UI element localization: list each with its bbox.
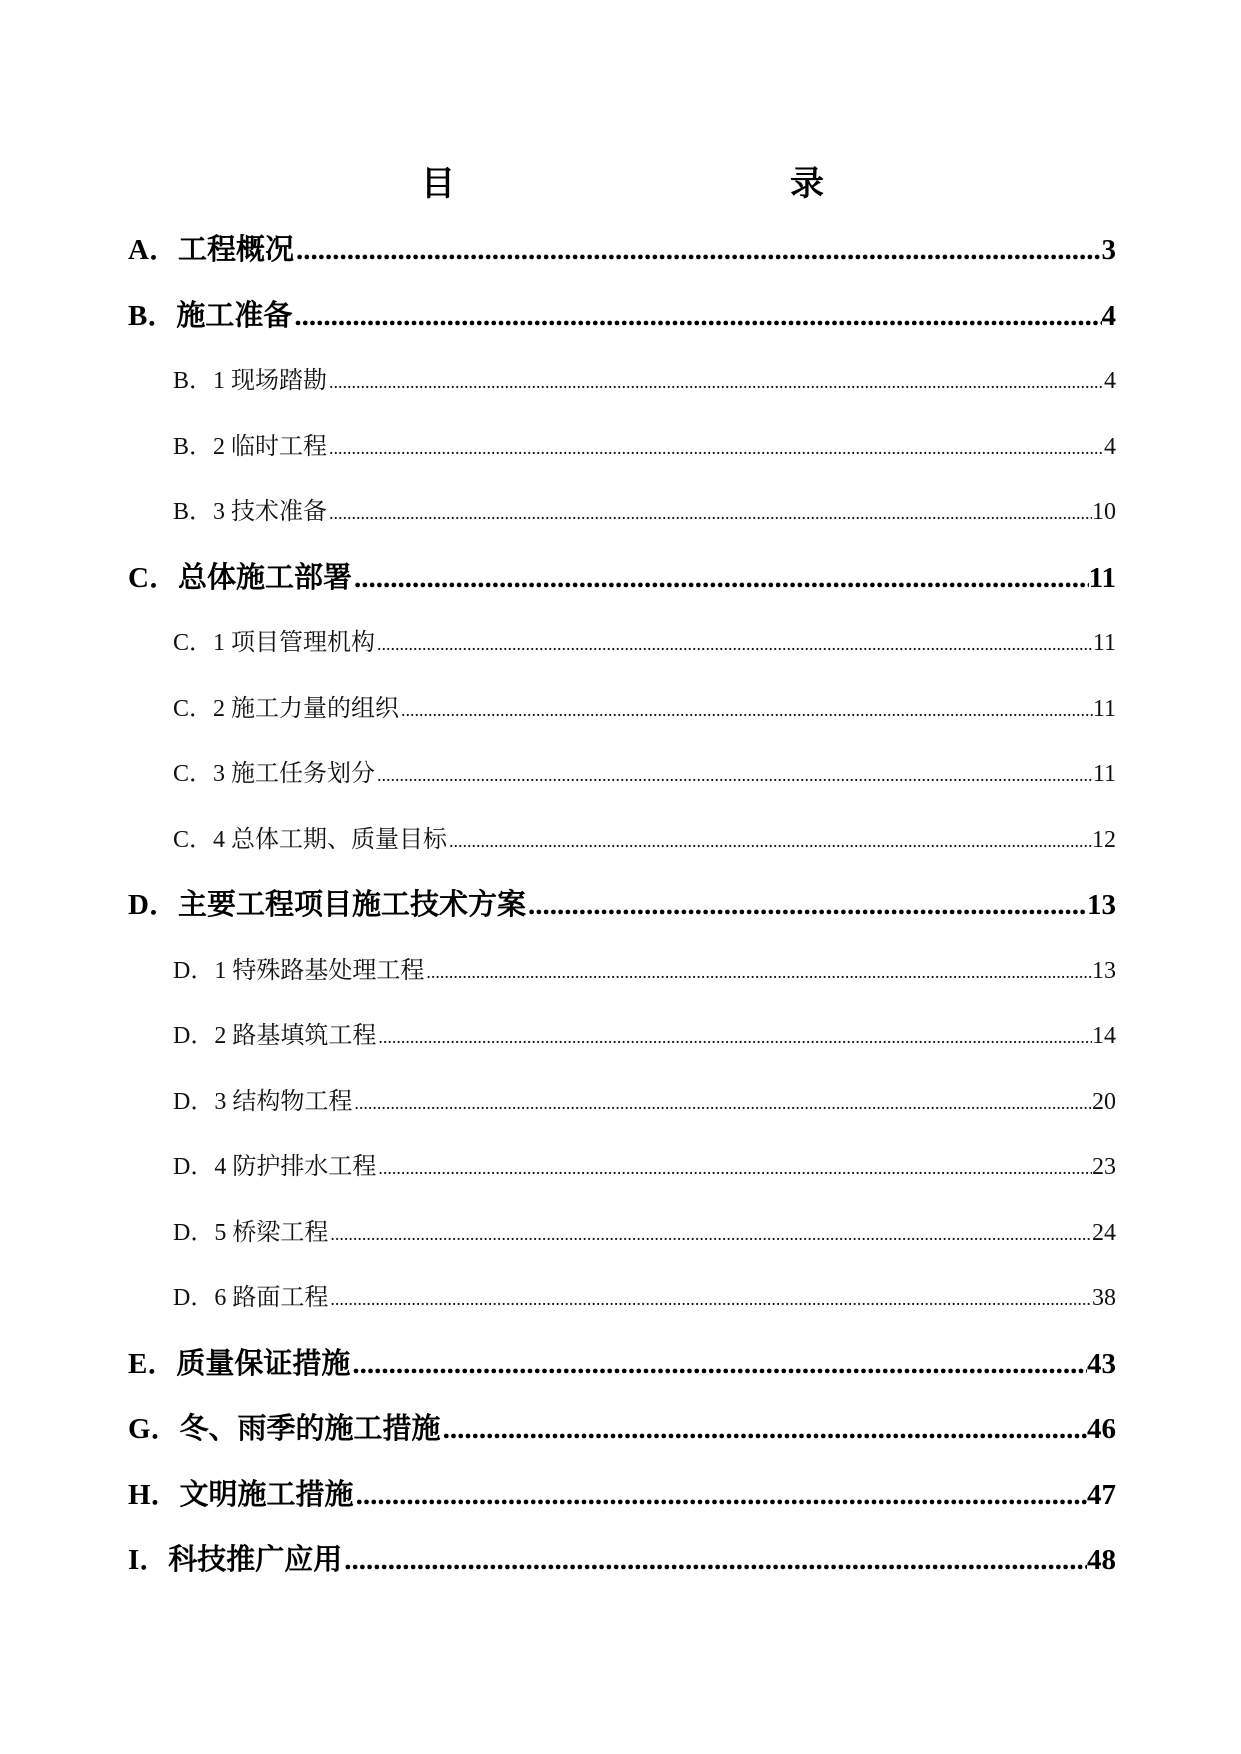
toc-entry-g[interactable] <box>0 1404 1241 1470</box>
toc-dot-leader <box>327 487 1092 538</box>
toc-page-number: 11 <box>1092 630 1116 656</box>
toc-entry-label: E．质量保证措施 <box>128 1347 351 1380</box>
toc-entry-label: C．3 施工任务划分 <box>173 761 376 787</box>
toc-entry-label: D．5 桥梁工程 <box>173 1219 329 1246</box>
toc-dot-leader <box>294 225 1102 275</box>
toc-entry-d4[interactable] <box>0 1142 1241 1208</box>
toc-entry-label: A．工程概况 <box>128 234 294 266</box>
toc-entry-d[interactable] <box>0 880 1241 946</box>
toc-entry-label: D．3 结构物工程 <box>173 1088 353 1115</box>
toc-entry-label: I．科技推广应用 <box>128 1544 343 1576</box>
toc-page-number: 24 <box>1092 1219 1116 1246</box>
toc-entry-c1[interactable] <box>0 618 1241 684</box>
toc-dot-leader <box>526 880 1087 930</box>
toc-page-number: 11 <box>1092 761 1116 787</box>
toc-page-number: 4 <box>1104 433 1116 460</box>
toc-page-number: 38 <box>1092 1285 1116 1311</box>
title-char-2: 录 <box>790 166 824 203</box>
toc-entry-d3[interactable] <box>0 1077 1241 1143</box>
toc-page-number: 20 <box>1092 1088 1116 1115</box>
toc-entry-label: D．2 路基填筑工程 <box>173 1023 377 1049</box>
toc-page-number: 48 <box>1087 1544 1116 1576</box>
toc-entry-d5[interactable] <box>0 1208 1241 1274</box>
toc-entry-label: B．3 技术准备 <box>173 499 328 525</box>
toc-page-number: 13 <box>1092 957 1116 984</box>
toc-entry-d6[interactable] <box>0 1273 1241 1339</box>
toc-entry-c4[interactable] <box>0 815 1241 881</box>
title-char-1: 目 <box>421 166 455 203</box>
toc-entry-label: C．1 项目管理机构 <box>173 630 376 656</box>
table-of-contents <box>0 225 1241 1601</box>
toc-entry-label: B．1 现场踏勘 <box>173 368 328 394</box>
toc-dot-leader <box>327 356 1104 407</box>
toc-dot-leader <box>342 1535 1087 1585</box>
toc-entry-label: G．冬、雨季的施工措施 <box>128 1413 441 1445</box>
toc-entry-label: D．4 防护排水工程 <box>173 1154 377 1180</box>
toc-entry-label: C．2 施工力量的组织 <box>173 695 400 722</box>
toc-entry-b1[interactable] <box>0 356 1241 422</box>
toc-page-number: 4 <box>1104 368 1116 394</box>
toc-entry-label: B．施工准备 <box>128 299 293 332</box>
toc-dot-leader <box>447 815 1092 866</box>
toc-dot-leader <box>352 1077 1092 1128</box>
toc-dot-leader <box>376 1011 1092 1062</box>
toc-entry-c3[interactable] <box>0 749 1241 815</box>
toc-page-number: 11 <box>1092 695 1116 722</box>
toc-entry-d2[interactable] <box>0 1011 1241 1077</box>
toc-dot-leader <box>292 291 1101 341</box>
toc-dot-leader <box>352 553 1089 603</box>
toc-entry-h[interactable] <box>0 1470 1241 1536</box>
toc-entry-b3[interactable] <box>0 487 1241 553</box>
toc-entry-d1[interactable] <box>0 946 1241 1012</box>
toc-dot-leader <box>399 684 1093 735</box>
toc-dot-leader <box>375 618 1093 669</box>
toc-dot-leader <box>328 1273 1092 1324</box>
toc-entry-i[interactable] <box>0 1535 1241 1601</box>
toc-dot-leader <box>328 1208 1092 1259</box>
toc-entry-c[interactable] <box>0 553 1241 619</box>
toc-entry-label: D．6 路面工程 <box>173 1285 329 1311</box>
toc-dot-leader <box>350 1339 1087 1389</box>
toc-entry-e[interactable] <box>0 1339 1241 1405</box>
toc-dot-leader <box>327 422 1104 473</box>
toc-page-number: 3 <box>1101 234 1116 266</box>
toc-entry-b2[interactable] <box>0 422 1241 488</box>
toc-page-number: 43 <box>1087 1347 1116 1380</box>
toc-entry-label: H．文明施工措施 <box>128 1478 354 1511</box>
toc-entry-label: C．4 总体工期、质量目标 <box>173 826 448 853</box>
toc-page-number: 12 <box>1092 826 1116 853</box>
toc-dot-leader <box>376 1142 1092 1193</box>
toc-entry-label: D．1 特殊路基处理工程 <box>173 957 425 984</box>
toc-dot-leader <box>441 1404 1087 1454</box>
toc-entry-label: B．2 临时工程 <box>173 433 328 460</box>
toc-entry-a[interactable] <box>0 225 1241 291</box>
toc-page-number: 13 <box>1087 889 1116 921</box>
toc-page-number: 47 <box>1087 1478 1116 1511</box>
toc-page-number: 11 <box>1088 561 1116 594</box>
toc-page-number: 23 <box>1092 1154 1116 1180</box>
toc-page-number: 4 <box>1101 299 1116 332</box>
toc-entry-b[interactable] <box>0 291 1241 357</box>
toc-page-number: 10 <box>1092 499 1116 525</box>
toc-page-number: 14 <box>1092 1023 1116 1049</box>
toc-dot-leader <box>375 749 1093 800</box>
toc-page-number: 46 <box>1087 1413 1116 1445</box>
toc-entry-label: D．主要工程项目施工技术方案 <box>128 889 526 921</box>
page-title <box>0 160 1241 210</box>
toc-entry-label: C．总体施工部署 <box>128 561 352 594</box>
toc-dot-leader <box>424 946 1092 997</box>
toc-entry-c2[interactable] <box>0 684 1241 750</box>
toc-dot-leader <box>354 1470 1087 1520</box>
